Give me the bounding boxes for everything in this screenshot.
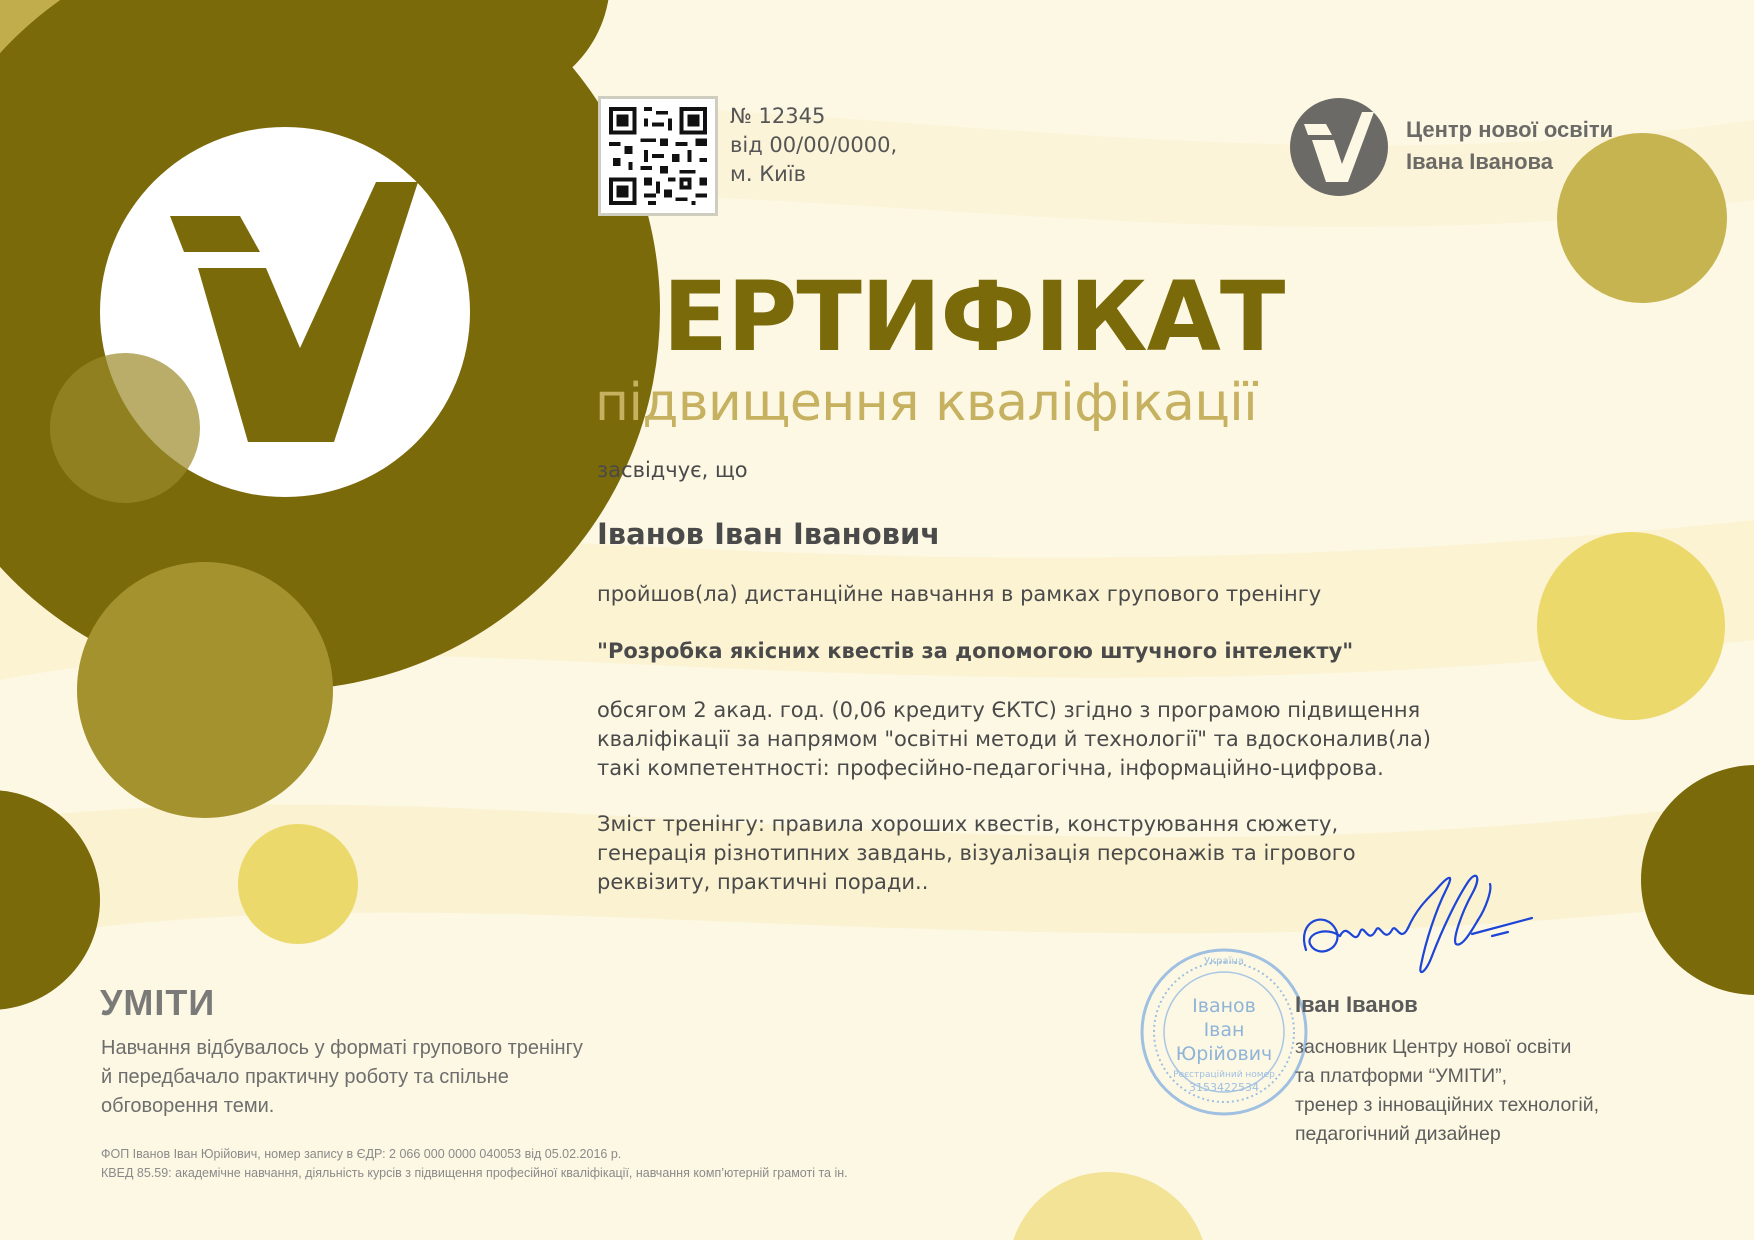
scope-line: такі компетентності: професійно-педагогічна, інформаційно-цифрова. (597, 756, 1384, 780)
scope-paragraph (597, 696, 1527, 783)
signer-role-line: засновник Центру нової освіти (1295, 1036, 1572, 1058)
stamp-line2: Іван (1203, 1019, 1245, 1041)
qr-code-icon[interactable] (598, 96, 718, 216)
organization-name-line1: Центр нової освіти (1406, 117, 1614, 142)
stamp-line5: 3153422534 (1189, 1081, 1259, 1094)
stamp-ring-text: Україна (1203, 956, 1245, 967)
legal-line: ФОП Іванов Іван Юрійович, номер запису в ЄДР: 2 066 000 0000 040053 від 05.02.2016 р. (101, 1147, 622, 1161)
course-title: "Розробка якісних квестів за допомогою штучного інтелекту" (597, 639, 1354, 663)
recipient-name: Іванов Іван Іванович (597, 517, 941, 551)
brand-description (101, 1034, 583, 1121)
content-line: генерація різнотипних завдань, візуалізація персонажів та ігрового (597, 841, 1356, 865)
legal-line: КВЕД 85.59: академічне навчання, діяльність курсів з підвищення професійної кваліфікації, навчання комп’ютерній грамоті та ін. (101, 1166, 848, 1180)
stamp-line4: Реєстраційний номер (1173, 1070, 1275, 1080)
legal-info (101, 1145, 848, 1183)
content-line: реквізиту, практичні поради.. (597, 870, 929, 894)
brand-description-line: обговорення теми. (101, 1095, 275, 1117)
certificate-subtitle: підвищення кваліфікації (595, 373, 1258, 433)
handwritten-signature (1296, 860, 1536, 990)
large-check-v-logo-icon (150, 170, 440, 460)
scope-line: кваліфікації за напрямом "освітні методи й технології" та вдосконалив(ла) (597, 727, 1431, 751)
certificate-number: № 12345 (730, 104, 826, 128)
round-seal-icon (1138, 946, 1310, 1118)
organization-name (1406, 114, 1613, 178)
signer-role-line: педагогічний дизайнер (1295, 1123, 1501, 1145)
certificate-meta (730, 102, 897, 189)
brand-name: УМІТИ (100, 982, 216, 1023)
completion-text: пройшов(ла) дистанційне навчання в рамках групового тренінгу (597, 582, 1322, 606)
brand-description-line: й передбачало практичну роботу та спільне (101, 1066, 509, 1088)
stamp-line3: Юрійович (1175, 1043, 1273, 1065)
stamp-line1: Іванов (1192, 995, 1256, 1017)
brand-description-line: Навчання відбувалось у форматі групового тренінгу (101, 1037, 583, 1059)
signer-role (1295, 1033, 1599, 1149)
certificate-date: від 00/00/0000, (730, 133, 898, 157)
certificate-city: м. Київ (730, 162, 806, 186)
organization-name-line2: Івана Іванова (1406, 149, 1553, 174)
org-check-v-logo-icon (1290, 98, 1388, 196)
signer-role-line: тренер з інноваційних технологій, (1295, 1094, 1600, 1116)
certifies-text: засвідчує, що (597, 458, 748, 482)
certificate-title: СЕРТИФІКАТ (593, 261, 1285, 373)
signer-name: Іван Іванов (1295, 992, 1418, 1017)
signer-role-line: та платформи “УМІТИ”, (1295, 1065, 1508, 1087)
scope-line: обсягом 2 акад. год. (0,06 кредиту ЄКТС) згідно з програмою підвищення (597, 698, 1421, 722)
content-line: Зміст тренінгу: правила хороших квестів, конструювання сюжету, (597, 812, 1339, 836)
